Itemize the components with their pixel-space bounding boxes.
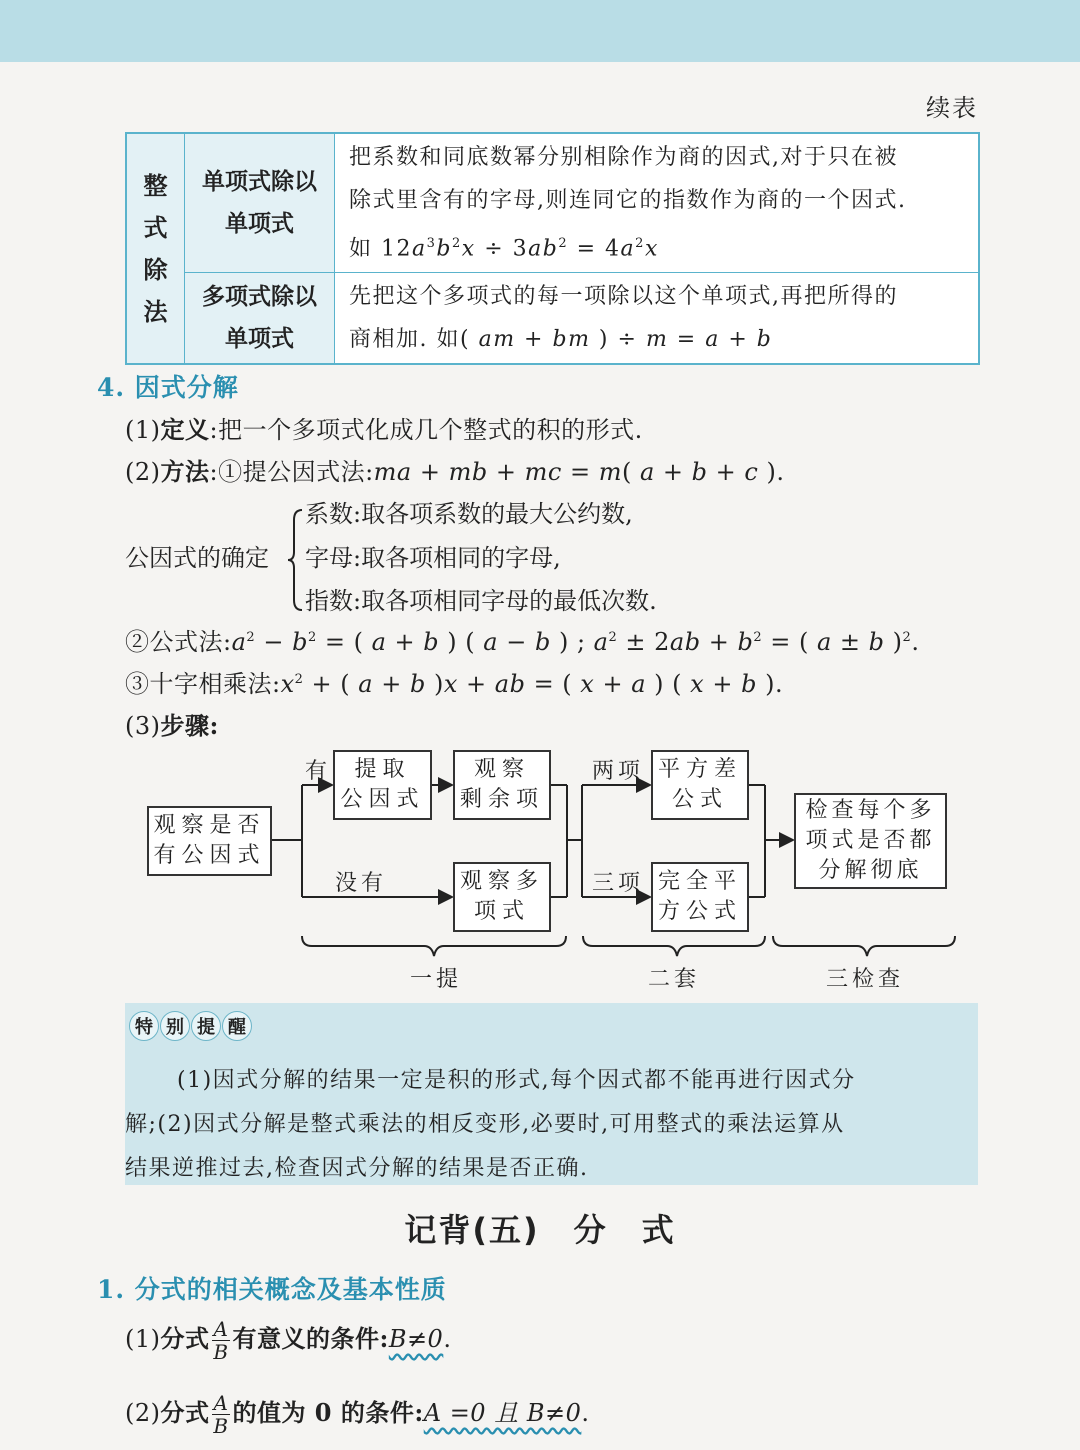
group-label-apply: 二套 (648, 967, 701, 992)
row-mono-name: 单项式除以 单项式 (185, 133, 335, 273)
group-label-check: 三检查 (826, 967, 905, 992)
box-observe-polynomial: 观察多 项式 (453, 862, 551, 932)
box-observe-common: 观察是否 有公因式 (147, 806, 272, 876)
formula-method-line: ②公式法$:a^2 - b^2$ = ( a + b ) ( a − b ) ; $a^2 \pm 2ab + b^2$ = ( a ± b )$^2$. (125, 628, 920, 656)
section-5-heading: 记背(五) 分 式 (404, 1211, 676, 1249)
label-has: 有 (305, 759, 332, 784)
fraction-zero-line: (2)分式 $\frac{A}{B}$ 的值为 0 的条件:A =0 且 B≠0. (125, 1391, 590, 1438)
box-observe-remaining: 观察 剩余项 (453, 750, 551, 820)
fraction-meaningful-line: (1)分式 $\frac{A}{B}$ 有意义的条件:B≠0. (125, 1317, 452, 1364)
label-two-terms: 两项 (592, 759, 645, 784)
method-line: (2)方法:①提公因式法:ma + mb + mc = m( a + b + c ). (125, 457, 785, 486)
reminder-badge: 特 别 提 醒 (129, 1011, 252, 1041)
label-three-terms: 三项 (592, 871, 645, 896)
row-poly-desc: 先把这个多项式的每一项除以这个单项式,再把所得的 商相加. 如( am + bm ) ÷ m = a + b (335, 273, 980, 365)
definition-line: (1)定义:把一个多项式化成几个整式的积的形式. (125, 415, 643, 444)
special-reminder (125, 1003, 978, 1185)
common-factor-letter: 字母:取各项相同的字母, (305, 544, 561, 572)
fraction-a-over-b: $\frac{A}{B}$ (213, 1317, 229, 1364)
common-factor-coef: 系数:取各项系数的最大公约数, (305, 500, 633, 528)
common-factor-label: 公因式的确定 (125, 544, 269, 572)
section-4-title: 4. 因式分解 (97, 373, 239, 402)
group-label-extract: 一提 (410, 967, 463, 992)
table-category: 整 式 除 法 (126, 133, 185, 364)
box-extract-factor: 提取 公因式 (333, 750, 432, 820)
row-poly-name: 多项式除以 单项式 (185, 273, 335, 365)
box-difference-of-squares: 平方差 公式 (651, 750, 749, 820)
steps-line: (3)步骤: (125, 711, 219, 740)
reminder-text: (1)因式分解的结果一定是积的形式,每个因式都不能再进行因式分 解;(2)因式分解是整式乘法的相反变形,必要时,可用整式的乘法运算从 结果逆推过去,检查因式分解的结果是否正确. (125, 1068, 856, 1181)
section-5-subtitle: 1. 分式的相关概念及基本性质 (97, 1275, 447, 1304)
label-none: 没有 (335, 871, 388, 896)
continued-label: 续表 (926, 94, 978, 122)
common-factor-exponent: 指数:取各项相同字母的最低次数. (305, 587, 657, 615)
fraction-a-over-b-2: $\frac{A}{B}$ (213, 1391, 229, 1438)
cross-method-line: ③十字相乘法$:x^2$ + ( a + b )x + ab = ( x + a ) ( x + b ). (125, 670, 784, 698)
box-check-complete: 检查每个多 项式是否都 分解彻底 (794, 793, 947, 889)
row-mono-desc: 把系数和同底数幂分别相除作为商的因式,对于只在被 除式里含有的字母,则连同它的指数作为商的一个因式. 如 $12a^3b^2x \div 3ab^2 = 4a^2x$ (335, 133, 980, 273)
mono-example: 如 $12a^3b^2x \div 3ab^2 = 4a^2x$ (349, 236, 659, 262)
box-perfect-square: 完全平 方公式 (651, 862, 749, 932)
